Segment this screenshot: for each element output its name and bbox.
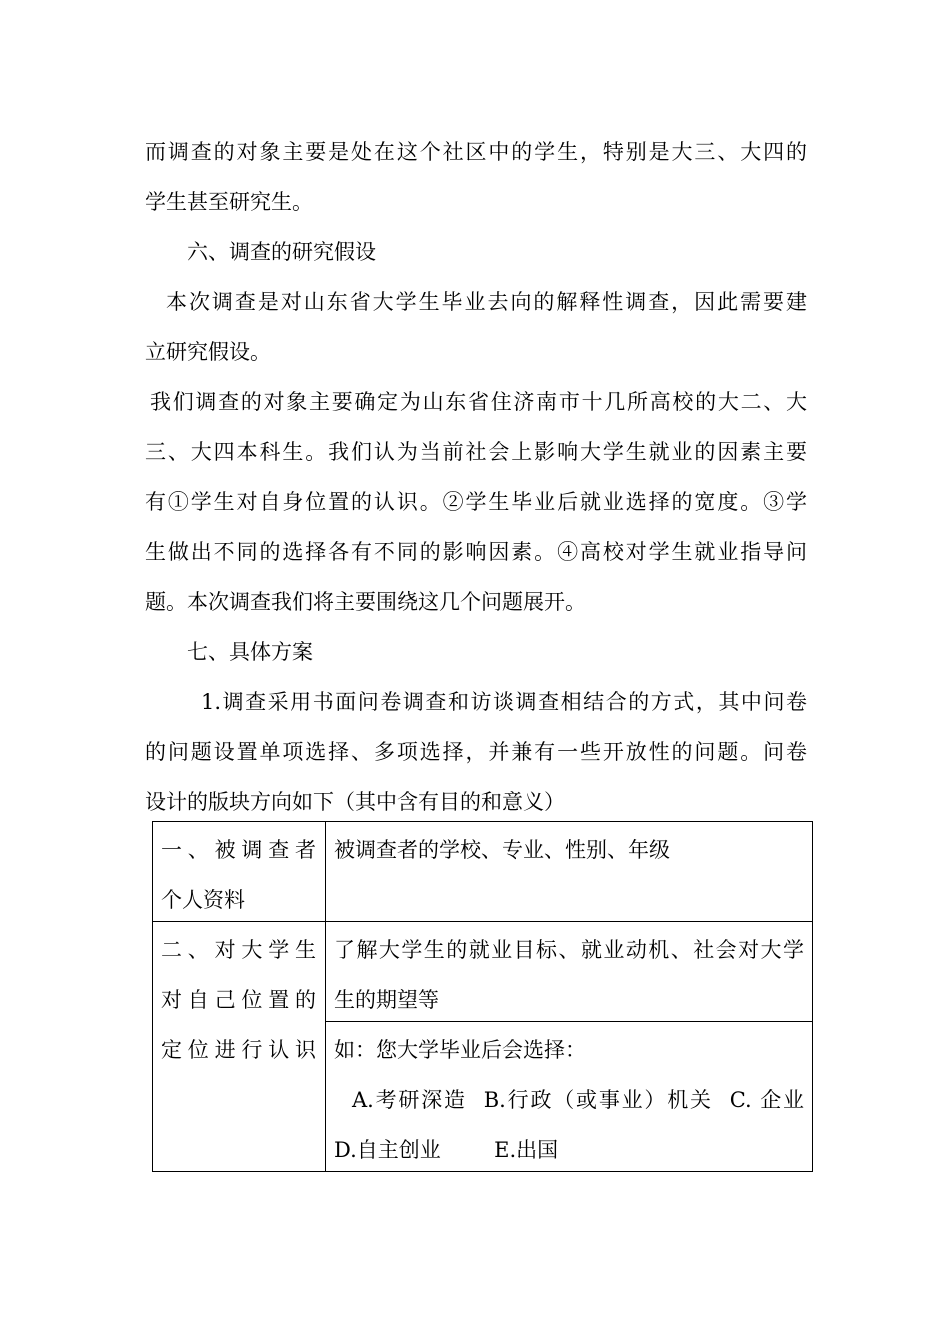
paragraph-line: 立研究假设。	[145, 340, 271, 364]
paragraph-line: 设计的版块方向如下（其中含有目的和意义）	[145, 790, 565, 814]
paragraph-line: 有①学生对自身位置的认识。②学生毕业后就业选择的宽度。③学	[145, 490, 807, 514]
table-cell-text: 如：您大学毕业后会选择：	[334, 1038, 586, 1062]
paragraph-line: 学生甚至研究生。	[145, 190, 313, 214]
paragraph-line: 我们调查的对象主要确定为山东省住济南市十几所高校的大二、大	[150, 390, 807, 414]
table-cell-text: 对自己位置的	[161, 988, 316, 1012]
paragraph-line: 三、大四本科生。我们认为当前社会上影响大学生就业的因素主要	[145, 440, 807, 464]
paragraph-line: 的问题设置单项选择、多项选择，并兼有一些开放性的问题。问卷	[145, 740, 807, 764]
section-heading: 七、具体方案	[187, 640, 313, 664]
table-cell-text: 个人资料	[161, 888, 245, 912]
table-cell-text: 了解大学生的就业目标、就业动机、社会对大学	[334, 938, 804, 962]
paragraph-line: 1.调查采用书面问卷调查和访谈调查相结合的方式，其中问卷	[201, 690, 807, 714]
table-cell-text: 被调查者的学校、专业、性别、年级	[334, 838, 670, 862]
table-cell-text: 一、被调查者	[161, 838, 316, 862]
paragraph-line: 本次调查是对山东省大学生毕业去向的解释性调查，因此需要建	[166, 290, 807, 314]
table-cell-text: 定位进行认识	[161, 1038, 316, 1062]
paragraph-line: 生做出不同的选择各有不同的影响因素。④高校对学生就业指导问	[145, 540, 807, 564]
paragraph-line: 题。本次调查我们将主要围绕这几个问题展开。	[145, 590, 586, 614]
section-heading: 六、调查的研究假设	[187, 240, 376, 264]
table-cell-text: D.自主创业 E.出国	[334, 1138, 559, 1162]
survey-design-table	[152, 821, 813, 1172]
table-cell-text: A.考研深造 B.行政（或事业）机关 C. 企业	[352, 1088, 804, 1112]
paragraph-line: 而调查的对象主要是处在这个社区中的学生，特别是大三、大四的	[145, 140, 807, 164]
table-cell-text: 生的期望等	[334, 988, 439, 1012]
table-cell-text: 二、对大学生	[161, 938, 316, 962]
